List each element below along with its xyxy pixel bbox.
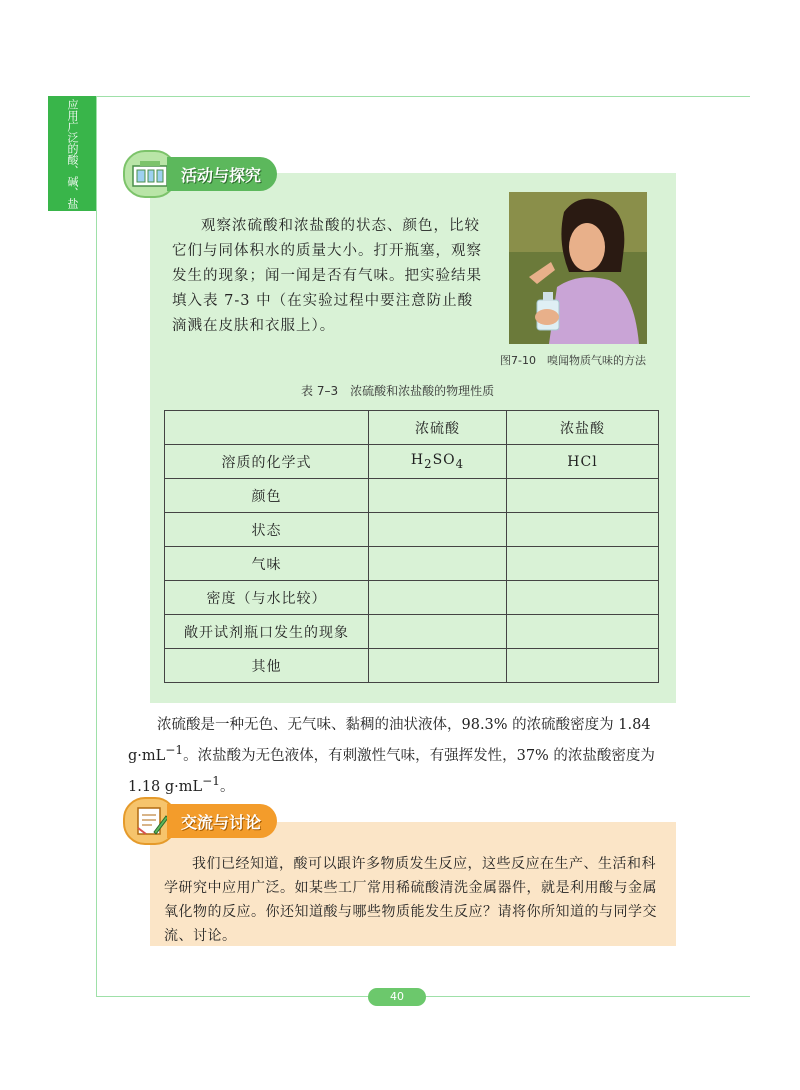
table-row (165, 547, 659, 581)
table-cell (369, 513, 507, 547)
row-label: 气味 (165, 547, 369, 581)
table-cell (369, 547, 507, 581)
discussion-text: 我们已经知道，酸可以跟许多物质发生反应，这些反应在生产、生活和科学研究中应用广泛。如某些工厂常用稀硫酸清洗金属器件，就是利用酸与金属氧化物的反应。你还知道酸与哪些物质能发生反应？请将你所知道的与同学交流、讨论。 (164, 856, 657, 944)
table-row (165, 445, 659, 479)
girl-smelling-photo (509, 192, 647, 344)
discussion-header (123, 797, 277, 845)
row-label: 敞开试剂瓶口发生的现象 (165, 615, 369, 649)
table-header-cell: 浓硫酸 (369, 411, 507, 445)
table-row (165, 615, 659, 649)
table-cell (369, 615, 507, 649)
top-rule (96, 96, 750, 97)
table-header-cell: 浓盐酸 (507, 411, 659, 445)
table-cell (369, 649, 507, 683)
body-paragraph: 浓硫酸是一种无色、无气味、黏稠的油状液体，98.3% 的浓硫酸密度为 1.84 $g\cdot mL^{-1}$。浓盐酸为无色液体，有刺激性气味，有强挥发性，37% 的浓盐酸密度为 1.18 $g\cdot mL^{-1}$。 (128, 717, 655, 795)
row-label: 其他 (165, 649, 369, 683)
left-rule (96, 96, 97, 996)
table-cell (507, 581, 659, 615)
row-label: 密度（与水比较） (165, 581, 369, 615)
discussion-title: 交流与讨论 (167, 804, 277, 838)
table-cell (369, 479, 507, 513)
table-header-row (165, 411, 659, 445)
row-label: 颜色 (165, 479, 369, 513)
table-cell (507, 513, 659, 547)
table-row (165, 513, 659, 547)
table-cell (507, 479, 659, 513)
formula-h2so4: $H_2SO_4$ (369, 445, 507, 479)
row-label: 状态 (165, 513, 369, 547)
table-caption: 表 7–3 浓硫酸和浓盐酸的物理性质 (301, 384, 495, 398)
row-label: 溶质的化学式 (165, 445, 369, 479)
table-row (165, 581, 659, 615)
figure-caption: 图7-10 嗅闻物质气味的方法 (500, 354, 646, 367)
table-cell (507, 649, 659, 683)
formula-hcl: HCl (507, 445, 659, 479)
table-cell (369, 581, 507, 615)
activity-title: 活动与探究 (167, 157, 277, 191)
activity-text: 观察浓硫酸和浓盐酸的状态、颜色，比较它们与同体积水的质量大小。打开瓶塞，观察发生的现象；闻一闻是否有气味。把实验结果填入表 7-3 中（在实验过程中要注意防止酸滴溅在皮肤和衣服上）。 (172, 218, 482, 334)
table-row (165, 649, 659, 683)
page-number: 40 (368, 988, 426, 1006)
table-cell (507, 547, 659, 581)
table-row (165, 479, 659, 513)
activity-header (123, 150, 277, 198)
table-cell (507, 615, 659, 649)
chapter-side-tab: 应用广泛的酸、碱、盐 (48, 96, 96, 211)
properties-table (164, 410, 659, 683)
table-header-cell (165, 411, 369, 445)
